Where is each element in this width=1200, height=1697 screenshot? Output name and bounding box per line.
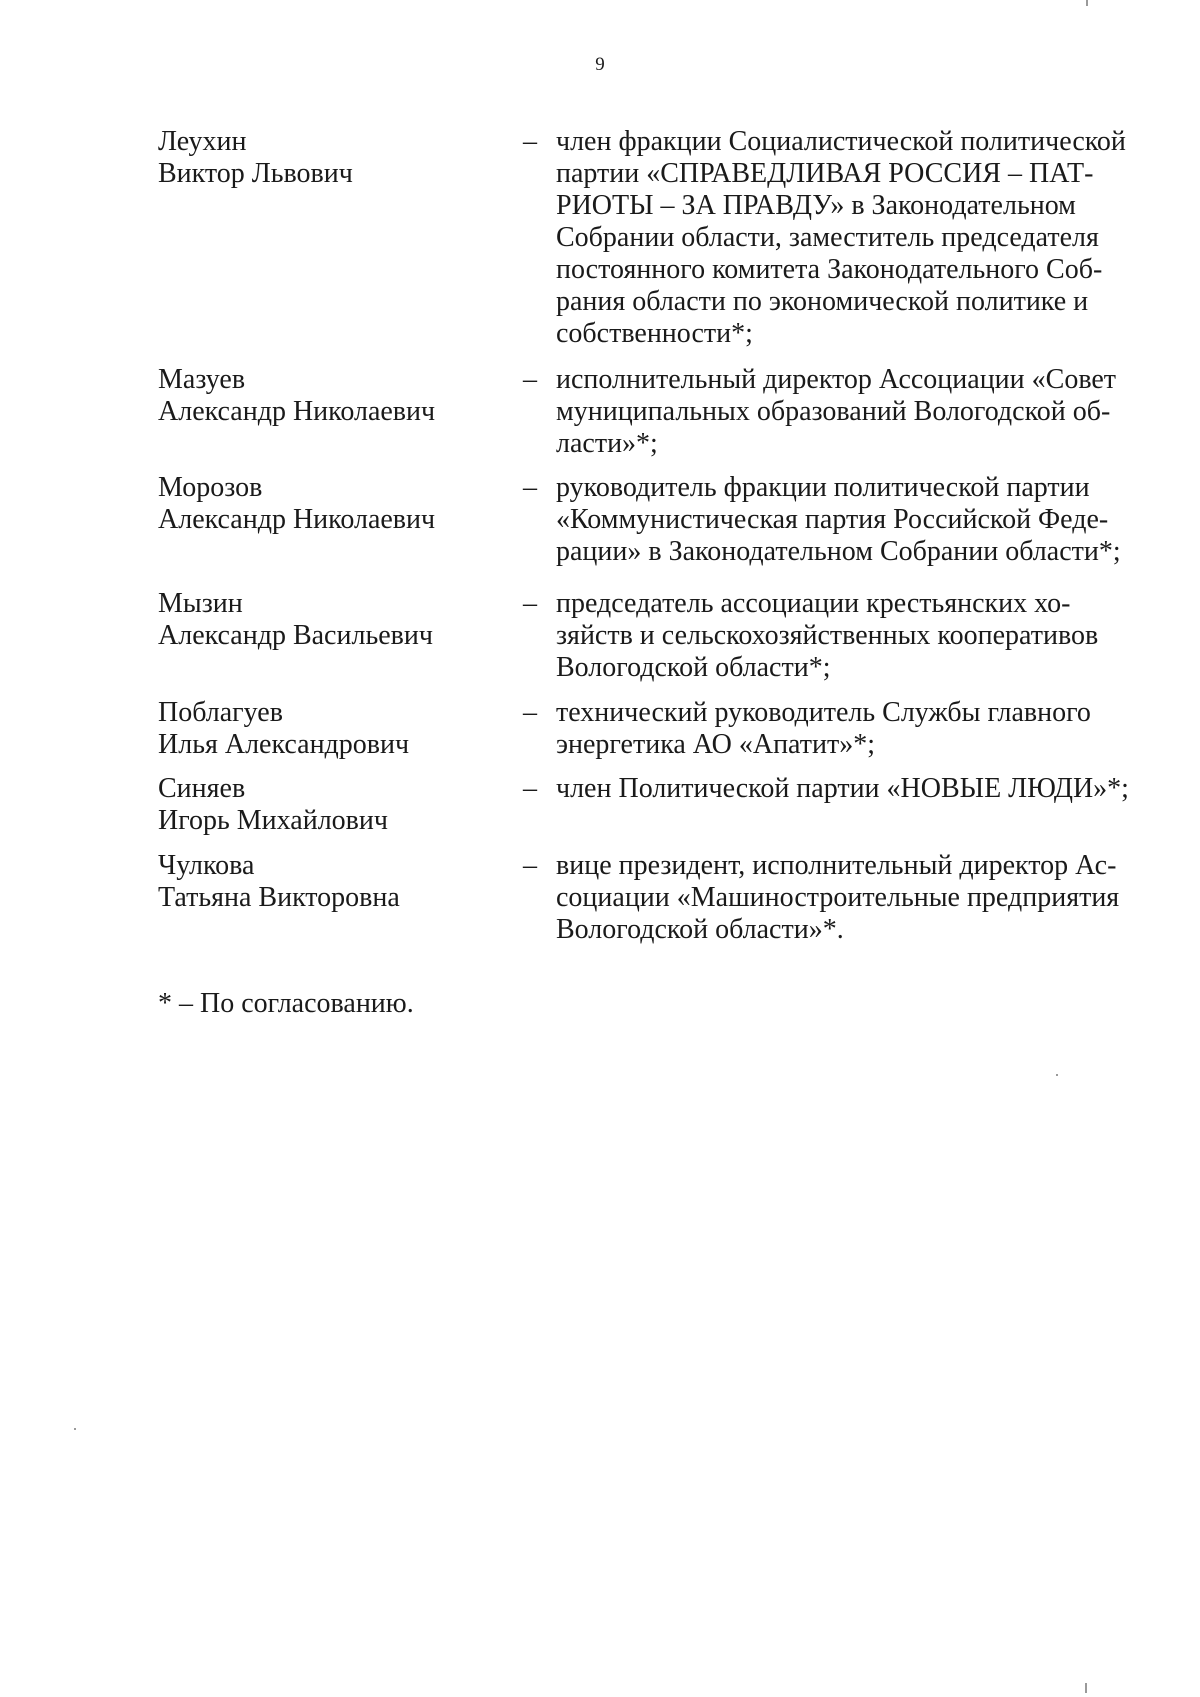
member-surname: Морозов xyxy=(158,472,263,503)
member-role-line: зяйств и сельскохозяйственных кооперативов xyxy=(556,620,1099,651)
member-name xyxy=(158,773,498,837)
member-role-line: партии «СПРАВЕДЛИВАЯ РОССИЯ – ПАТ- xyxy=(556,158,1094,189)
member-role-line: собственности*; xyxy=(556,318,753,349)
footnote: * – По согласованию. xyxy=(158,988,414,1019)
member-dash: – xyxy=(523,697,537,728)
member-role-line: исполнительный директор Ассоциации «Совет xyxy=(556,364,1117,395)
member-dash: – xyxy=(523,364,537,395)
member-role-line: постоянного комитета Законодательного Соб- xyxy=(556,254,1103,285)
member-given-name: Виктор Львович xyxy=(158,158,353,189)
member-name xyxy=(158,588,498,652)
member-role-line: РИОТЫ – ЗА ПРАВДУ» в Законодательном xyxy=(556,190,1076,221)
member-given-name: Александр Николаевич xyxy=(158,504,436,535)
scan-speck xyxy=(74,1428,76,1430)
member-role-line: член Политической партии «НОВЫЕ ЛЮДИ»*; xyxy=(556,773,1129,804)
member-role xyxy=(556,472,1156,568)
member-surname: Поблагуев xyxy=(158,697,283,728)
member-role-line: Вологодской области*; xyxy=(556,652,831,683)
member-name xyxy=(158,126,498,190)
member-surname: Чулкова xyxy=(158,850,255,881)
member-role-line: руководитель фракции политической партии xyxy=(556,472,1090,503)
member-role-line: рации» в Законодательном Собрании области*; xyxy=(556,536,1121,567)
member-dash: – xyxy=(523,850,537,881)
member-name xyxy=(158,364,498,428)
member-role-line: «Коммунистическая партия Российской Феде- xyxy=(556,504,1109,535)
member-role-line: социации «Машиностроительные предприятия xyxy=(556,882,1120,913)
member-role-line: Собрании области, заместитель председателя xyxy=(556,222,1099,253)
member-surname: Мызин xyxy=(158,588,243,619)
member-role-line: Вологодской области»*. xyxy=(556,914,844,945)
member-surname: Леухин xyxy=(158,126,247,157)
member-role xyxy=(556,773,1156,805)
member-role-line: ласти»*; xyxy=(556,428,658,459)
member-role-line: председатель ассоциации крестьянских хо- xyxy=(556,588,1071,619)
member-role-line: энергетика АО «Апатит»*; xyxy=(556,729,875,760)
scan-speck xyxy=(1085,1683,1087,1693)
member-role-line: рания области по экономической политике и xyxy=(556,286,1089,317)
scan-speck xyxy=(1086,0,1088,6)
member-given-name: Александр Васильевич xyxy=(158,620,433,651)
member-dash: – xyxy=(523,588,537,619)
member-name xyxy=(158,850,498,914)
member-role xyxy=(556,850,1156,946)
member-role-line: муниципальных образований Вологодской об- xyxy=(556,396,1111,427)
member-given-name: Татьяна Викторовна xyxy=(158,882,400,913)
page-number: 9 xyxy=(595,54,605,75)
member-given-name: Игорь Михайлович xyxy=(158,805,388,836)
member-role xyxy=(556,364,1156,460)
member-role xyxy=(556,588,1156,684)
member-dash: – xyxy=(523,773,537,804)
member-surname: Мазуев xyxy=(158,364,246,395)
member-name xyxy=(158,472,498,536)
member-dash: – xyxy=(523,472,537,503)
member-surname: Синяев xyxy=(158,773,246,804)
member-role xyxy=(556,697,1156,761)
member-role-line: технический руководитель Службы главного xyxy=(556,697,1091,728)
member-role xyxy=(556,126,1156,350)
member-role-line: вице президент, исполнительный директор Ас- xyxy=(556,850,1117,881)
member-given-name: Александр Николаевич xyxy=(158,396,436,427)
member-name xyxy=(158,697,498,761)
member-role-line: член фракции Социалистической политической xyxy=(556,126,1126,157)
member-dash: – xyxy=(523,126,537,157)
scan-speck xyxy=(1056,1074,1058,1076)
member-given-name: Илья Александрович xyxy=(158,729,410,760)
